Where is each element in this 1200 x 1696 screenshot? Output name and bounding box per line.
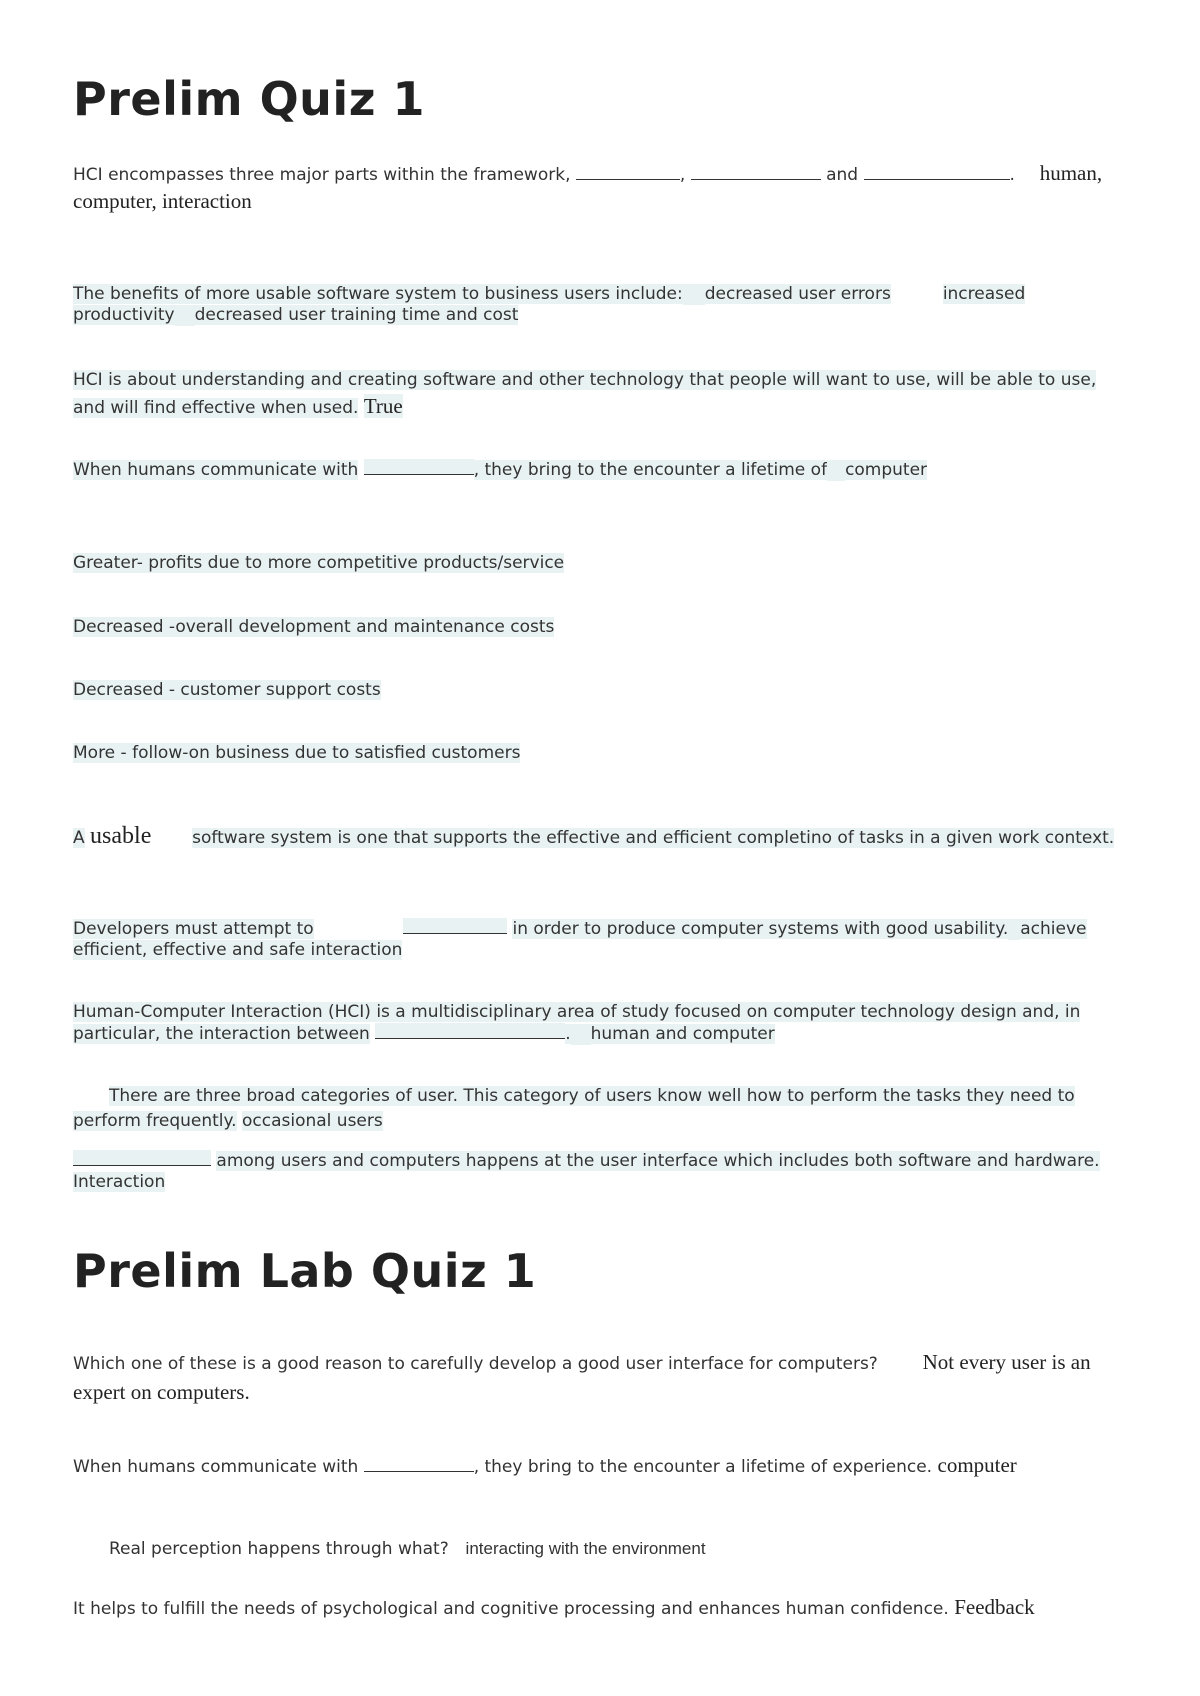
question-text-start: A (73, 828, 85, 848)
quiz1-question-5 (73, 823, 1128, 849)
question-text: There are three broad categories of user. This category of users know well how to perform the tasks they need to perform frequently. (73, 1086, 1075, 1131)
question-text-start: When humans communicate with (73, 1457, 359, 1477)
answer-text-3: decreased user training time and cost (194, 305, 519, 325)
benefit-line-4: More - follow-on business due to satisfied customers (73, 743, 521, 763)
answer-text: human and computer (590, 1024, 775, 1044)
answer-text: occasional users (241, 1111, 383, 1131)
answer-text: usable (90, 823, 152, 849)
quiz1-question-8 (73, 1084, 1128, 1134)
quiz1-question-9 (73, 1150, 1128, 1193)
question-text: Real perception happens through what? (109, 1539, 449, 1559)
quiz1-question-1 (73, 160, 1128, 216)
answer-text: computer (845, 460, 928, 480)
benefit-line-3: Decreased - customer support costs (73, 680, 381, 700)
separator: , (679, 165, 686, 185)
question-text: It helps to fulfill the needs of psychological and cognitive processing and enhances human confidence. (73, 1599, 949, 1619)
answer-blank (403, 918, 507, 934)
benefit-line-1: Greater- profits due to more competitive products/service (73, 553, 565, 573)
answer-text: Interaction (73, 1172, 166, 1192)
question-text-end: in order to produce computer systems with good usability. (512, 919, 1009, 939)
answer-blank (375, 1023, 565, 1039)
answer-text: achieve efficient, effective and safe interaction (73, 919, 1087, 960)
answer-text: Not every user is an expert on computers. (73, 1350, 1091, 1404)
answer-text-2: increased productivity (73, 284, 1026, 325)
question-text-end: software system is one that supports the effective and efficient completino of tasks in a given work context. (192, 828, 1115, 848)
benefit-line-2: Decreased -overall development and maintenance costs (73, 617, 555, 637)
answer-blank (73, 1150, 211, 1166)
lab1-question-4 (73, 1597, 1128, 1620)
lab1-question-2 (73, 1455, 1128, 1478)
quiz1-question-3 (73, 367, 1128, 421)
quiz1-question-4 (73, 459, 1128, 481)
quiz1-question-7 (73, 1002, 1128, 1045)
question-text: HCI encompasses three major parts within the framework, (73, 165, 571, 185)
question-text: among users and computers happens at the user interface which includes both software and hardware. (216, 1151, 1100, 1171)
lab1-title: Prelim Lab Quiz 1 (73, 1244, 537, 1298)
answer-blank (364, 459, 474, 475)
answer-blank (691, 164, 821, 180)
quiz1-question-2 (73, 284, 1128, 326)
period: . (565, 1024, 571, 1044)
question-text: Which one of these is a good reason to carefully develop a good user interface for computers? (73, 1354, 878, 1374)
question-text: The benefits of more usable software system to business users include: (73, 284, 683, 304)
lab1-question-1 (73, 1348, 1128, 1408)
question-text: Human-Computer Interaction (HCI) is a multidisciplinary area of study focused on computer technology design and, in particular, the interaction between (73, 1002, 1081, 1044)
answer-text: interacting with the environment (465, 1539, 706, 1558)
lab1-question-3 (73, 1538, 1128, 1560)
question-text-start: When humans communicate with (73, 460, 359, 480)
period: . (1009, 165, 1015, 185)
question-text-end: , they bring to the encounter a lifetime of (473, 460, 828, 480)
conjunction: and (826, 165, 859, 185)
question-text-start: Developers must attempt to (73, 919, 314, 939)
answer-text: True (363, 394, 403, 418)
answer-blank (576, 164, 680, 180)
quiz1-title: Prelim Quiz 1 (73, 72, 425, 126)
answer-blank (864, 164, 1010, 180)
answer-blank (364, 1456, 474, 1472)
quiz1-question-6 (73, 918, 1128, 961)
answer-text: computer (937, 1453, 1017, 1477)
answer-text: Feedback (954, 1595, 1035, 1619)
answer-text: human, computer, interaction (73, 161, 1103, 213)
question-text-end: , they bring to the encounter a lifetime of experience. (473, 1457, 933, 1477)
question-text: HCI is about understanding and creating software and other technology that people will want to use, will be able to use, and will find effective when used. (73, 370, 1097, 418)
answer-text-1: decreased user errors (704, 284, 891, 304)
